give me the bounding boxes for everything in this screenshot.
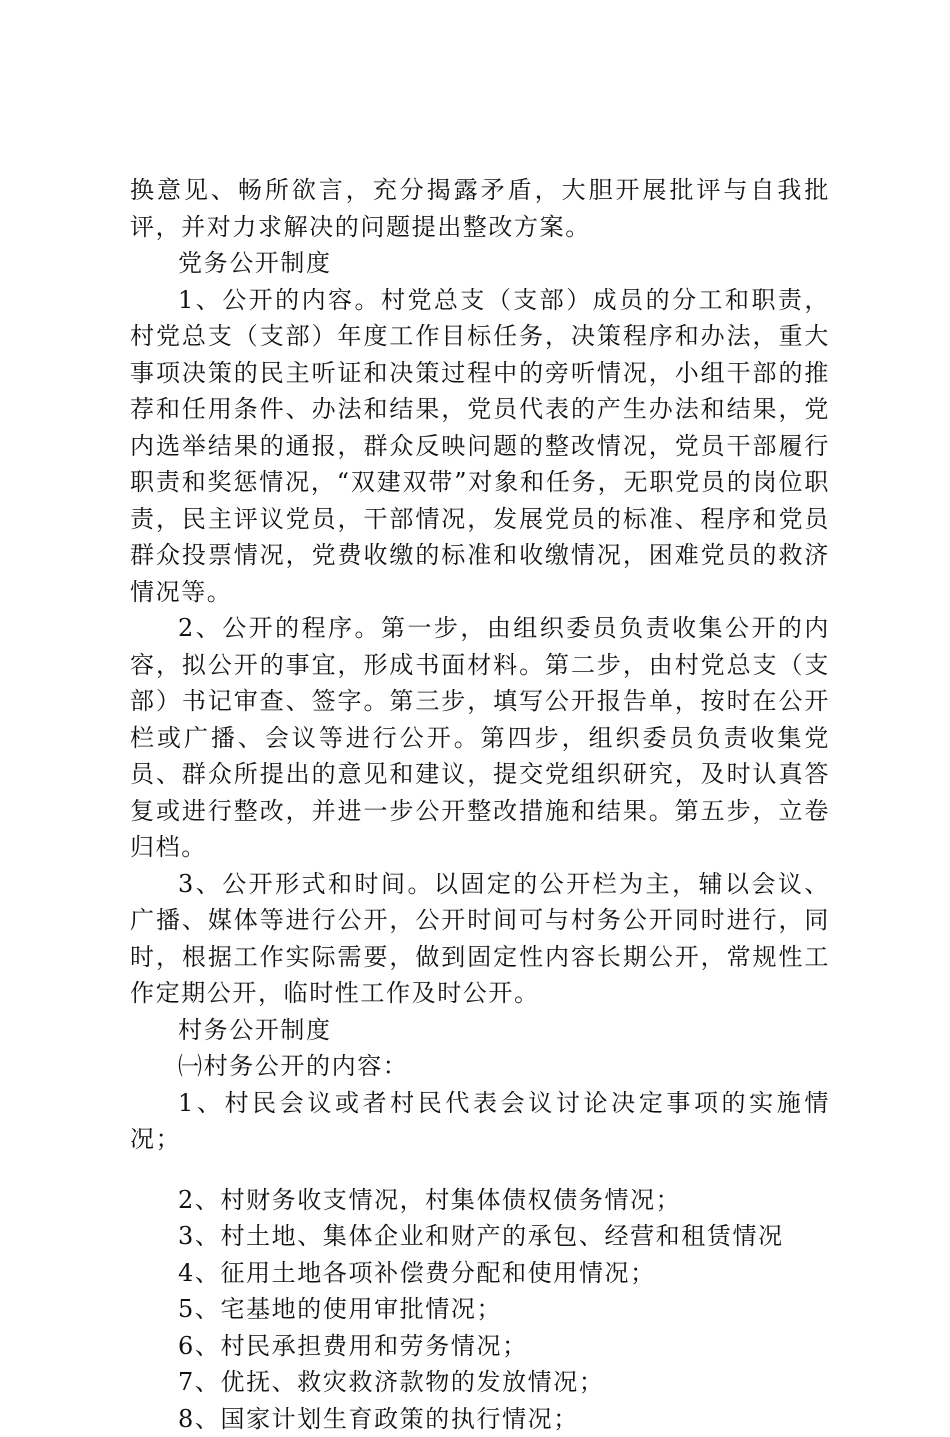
subheading-village-disclosure-content: ㈠村务公开的内容： — [130, 1048, 830, 1085]
list-item: 6、村民承担费用和劳务情况； — [130, 1328, 830, 1365]
document-body — [130, 172, 830, 1437]
list-item: 5、宅基地的使用审批情况； — [130, 1291, 830, 1328]
paragraph-continuation: 换意见、畅所欲言，充分揭露矛盾，大胆开展批评与自我批评，并对力求解决的问题提出整改方案。 — [130, 172, 830, 245]
list-item: 1、村民会议或者村民代表会议讨论决定事项的实施情况； — [130, 1085, 830, 1158]
list-item: 4、征用土地各项补偿费分配和使用情况； — [130, 1255, 830, 1292]
list-item: 2、村财务收支情况，村集体债权债务情况； — [130, 1182, 830, 1219]
paragraph-disclosure-form-time: 3、公开形式和时间。以固定的公开栏为主，辅以会议、广播、媒体等进行公开，公开时间可与村务公开同时进行，同时，根据工作实际需要，做到固定性内容长期公开，常规性工作定期公开，临时性工作及时公开。 — [130, 866, 830, 1012]
paragraph-disclosure-content: 1、公开的内容。村党总支（支部）成员的分工和职责，村党总支（支部）年度工作目标任务，决策程序和办法，重大事项决策的民主听证和决策过程中的旁听情况，小组干部的推荐和任用条件、办法和结果，党员代表的产生办法和结果，党内选举结果的通报，群众反映问题的整改情况，党员干部履行职责和奖惩情况，“双建双带”对象和任务，无职党员的岗位职责，民主评议党员，干部情况，发展党员的标准、程序和党员群众投票情况，党费收缴的标准和收缴情况，困难党员的救济情况等。 — [130, 282, 830, 611]
list-item: 7、优抚、救灾救济款物的发放情况； — [130, 1364, 830, 1401]
section-heading-village-affairs: 村务公开制度 — [130, 1012, 830, 1049]
list-item: 3、村土地、集体企业和财产的承包、经营和租赁情况 — [130, 1218, 830, 1255]
paragraph-disclosure-procedure: 2、公开的程序。第一步，由组织委员负责收集公开的内容，拟公开的事宜，形成书面材料。第二步，由村党总支（支部）书记审查、签字。第三步，填写公开报告单，按时在公开栏或广播、会议等进行公开。第四步，组织委员负责收集党员、群众所提出的意见和建议，提交党组织研究，及时认真答复或进行整改，并进一步公开整改措施和结果。第五步，立卷归档。 — [130, 610, 830, 866]
section-heading-party-affairs: 党务公开制度 — [130, 245, 830, 282]
list-item: 8、国家计划生育政策的执行情况； — [130, 1401, 830, 1437]
